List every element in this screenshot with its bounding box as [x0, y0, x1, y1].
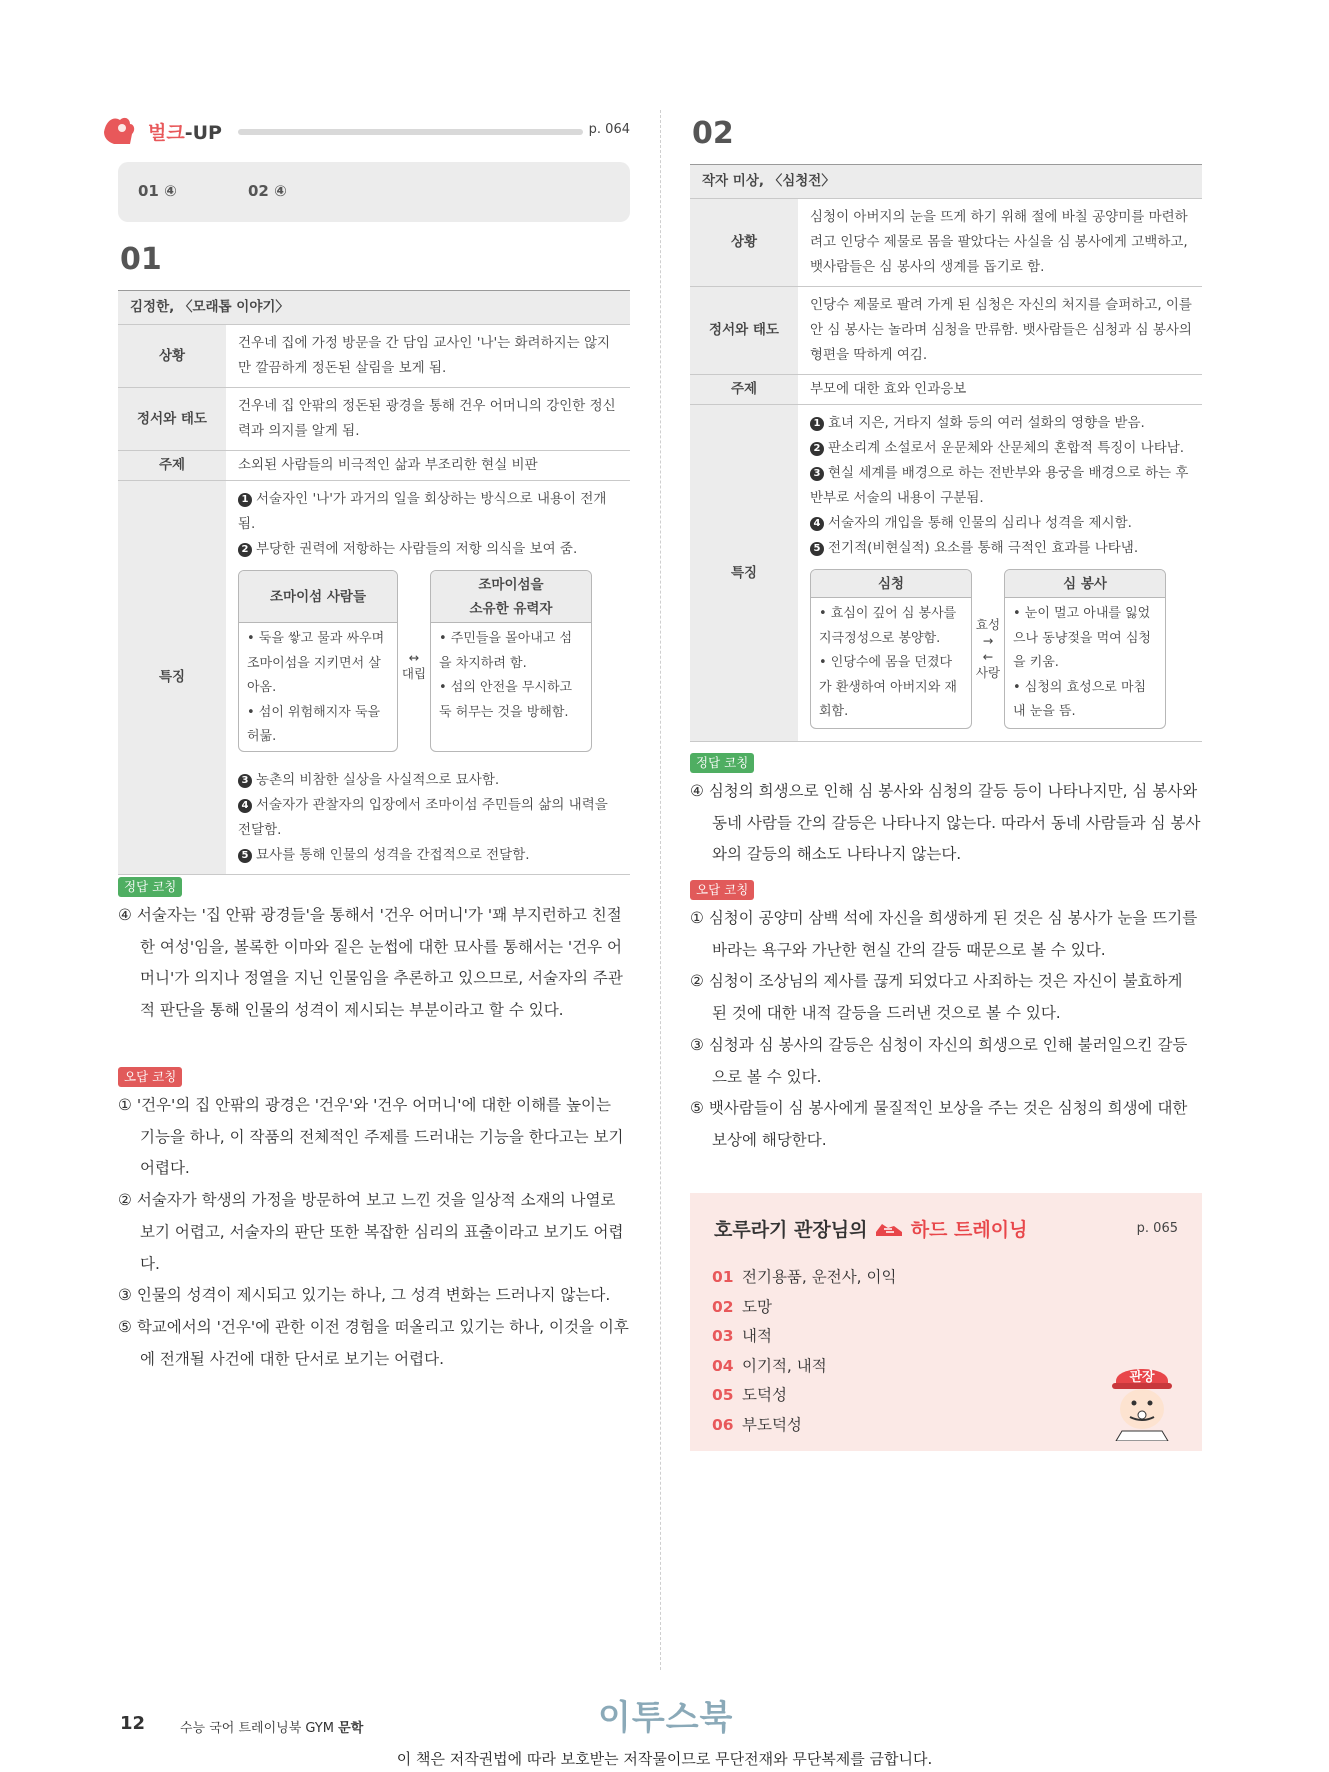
diagram-box-right: 조마이섬을 소유한 유력자 • 주민들을 몰아내고 섬을 차지하려 함. • 섬의 안전을 무시하고 둑 허무는 것을 방해함.	[430, 570, 592, 752]
row-label: 특징	[118, 481, 226, 875]
wrong-item: ② 서술자가 학생의 가정을 방문하여 보고 느낀 것을 일상적 소재의 나열로 보기 어렵고, 서술자의 판단 또한 복잡한 심리의 표출이라고 보기도 어렵다.	[118, 1191, 624, 1273]
relation-diagram	[810, 569, 1192, 733]
row-value: 건우네 집에 가정 방문을 간 담임 교사인 '나'는 화려하지는 않지만 깔끔하게 정돈된 살림을 보게 됨.	[226, 325, 630, 388]
feature-item: 3 농촌의 비참한 실상을 사실적으로 묘사함.	[238, 768, 620, 793]
hard-training-box	[690, 1193, 1202, 1451]
wrong-coaching-badge: 오답 코칭	[118, 1067, 182, 1087]
row-label: 상황	[690, 199, 798, 287]
header-rule	[238, 129, 583, 135]
wrong-item: ⑤ 학교에서의 '건우'에 관한 이전 경험을 떠올리고 있기는 하나, 이것을 이후에 전개될 사건에 대한 단서로 보기는 어렵다.	[118, 1317, 629, 1368]
conflict-diagram	[238, 570, 620, 760]
wrong-explanations	[118, 1090, 630, 1375]
wrong-coaching-badge: 오답 코칭	[690, 880, 754, 900]
list-item: 02 도망	[712, 1297, 772, 1316]
list-item: 04 이기적, 내적	[712, 1356, 827, 1375]
muscle-icon	[100, 110, 140, 150]
answer-02: 02 ④	[248, 182, 287, 200]
diagram-relation: ↔ 대립	[401, 650, 427, 681]
row-label: 특징	[690, 405, 798, 742]
feature-item: 1 서술자인 '나'가 과거의 일을 회상하는 방식으로 내용이 전개됨.	[238, 491, 607, 532]
svg-text:관장: 관장	[1129, 1370, 1155, 1385]
feature-item: 2 판소리계 소설로서 운문체와 산문체의 혼합적 특징이 나타남.	[810, 436, 1192, 461]
correct-coaching-badge: 정답 코칭	[690, 753, 754, 773]
wrong-item: ③ 인물의 성격이 제시되고 있기는 하나, 그 성격 변화는 드러나지 않는다.	[118, 1286, 611, 1305]
wrong-item: ② 심청이 조상님의 제사를 끊게 되었다고 사죄하는 것은 자신이 불효하게 된 것에 대한 내적 갈등을 드러낸 것으로 볼 수 있다.	[690, 972, 1183, 1023]
diagram-box-right: 심 봉사 • 눈이 멀고 아내를 잃었으나 동냥젖을 먹여 심청을 키움. • 심청의 효성으로 마침내 눈을 뜸.	[1004, 569, 1166, 729]
bulk-up-header	[118, 110, 630, 150]
work-author: 김정한, 〈모래톱 이야기〉	[118, 291, 630, 325]
diagram-box-left: 심청 • 효심이 깊어 심 봉사를 지극정성으로 봉양함. • 인당수에 몸을 던졌다가 환생하여 아버지와 재회함.	[810, 569, 972, 729]
book-title: 수능 국어 트레이닝북 GYM 문학	[180, 1721, 364, 1736]
diagram-relation: 효성 → ← 사랑	[975, 617, 1001, 680]
page-reference: p. 064	[588, 122, 630, 137]
correct-explanation: ④ 심청의 희생으로 인해 심 봉사와 심청의 갈등 등이 나타나지만, 심 봉사와 동네 사람들 간의 갈등은 나타나지 않는다. 따라서 동네 사람들과 심 봉사와의 갈등의 해소도 나타나지 않는다.	[690, 782, 1201, 864]
wrong-item: ① '건우'의 집 안팎의 광경은 '건우'와 '건우 어머니'에 대한 이해를 높이는 기능을 하나, 이 작품의 전체적인 주제를 드러내는 기능을 한다고는 보기 어렵다.	[118, 1096, 624, 1178]
row-label: 상황	[118, 325, 226, 388]
correct-coaching-badge: 정답 코칭	[118, 877, 182, 897]
row-label: 정서와 태도	[690, 287, 798, 375]
wrong-item: ① 심청이 공양미 삼백 석에 자신을 희생하게 된 것은 심 봉사가 눈을 뜨기를 바라는 욕구와 가난한 현실 간의 갈등 때문으로 볼 수 있다.	[690, 909, 1198, 959]
wrong-explanations	[690, 903, 1202, 1157]
wrong-item: ③ 심청과 심 봉사의 갈등은 심청이 자신의 희생으로 인해 불러일으킨 갈등으로 볼 수 있다.	[690, 1035, 1188, 1086]
work-info-table	[118, 290, 630, 875]
question-number: 01	[120, 242, 162, 277]
feature-item: 4 서술자가 관찰자의 입장에서 조마이섬 주민들의 삶의 내력을 전달함.	[238, 797, 608, 838]
feature-item: 5 묘사를 통해 인물의 성격을 간접적으로 전달함.	[238, 843, 620, 868]
wrong-item: ⑤ 뱃사람들이 심 봉사에게 물질적인 보상을 주는 것은 심청의 희생에 대한 보상에 해당한다.	[690, 1099, 1188, 1149]
row-value: 부모에 대한 효와 인과응보	[798, 375, 1202, 405]
row-value: 건우네 집 안팎의 정돈된 광경을 통해 건우 어머니의 강인한 정신력과 의지를 알게 됨.	[226, 388, 630, 451]
work-info-table	[690, 164, 1202, 742]
row-label: 정서와 태도	[118, 388, 226, 451]
copyright-notice: 이 책은 저작권법에 따라 보호받는 저작물이므로 무단전재와 무단복제를 금합니다.	[396, 1750, 933, 1768]
publisher-logo: 이투스북	[598, 1698, 734, 1738]
list-item: 01 전기용품, 운전사, 이익	[712, 1268, 897, 1286]
correct-explanation: ④ 서술자는 '집 안팎 광경들'을 통해서 '건우 어머니'가 '꽤 부지런하고 친절한 여성'임을, 볼록한 이마와 짙은 눈썹에 대한 묘사를 통해서는 '건우 어머니'가 의지나 정열을 지닌 인물임을 추론하고 있으므로, 서술자의 주관적 판단을 통해 인물의 성격이 제시되는 부분이라고 할 수 있다.	[118, 906, 623, 1020]
answer-summary	[118, 162, 630, 222]
row-value: 인당수 제물로 팔려 가게 된 심청은 자신의 처지를 슬퍼하고, 이를 안 심 봉사는 놀라며 심청을 만류함. 뱃사람들은 심청과 심 봉사의 형편을 딱하게 여김.	[798, 287, 1202, 375]
features-cell	[798, 405, 1202, 742]
page-number: 12	[120, 1713, 146, 1734]
row-label: 주제	[690, 375, 798, 405]
page-reference: p. 065	[1136, 1221, 1178, 1236]
list-item: 05 도덕성	[712, 1386, 787, 1404]
diagram-box-left: 조마이섬 사람들 • 둑을 쌓고 물과 싸우며 조마이섬을 지키면서 살아옴. • 섬이 위험해지자 둑을 허묾.	[238, 570, 398, 752]
sneaker-icon	[874, 1220, 904, 1238]
row-label: 주제	[118, 451, 226, 481]
column-divider	[660, 110, 661, 1670]
row-value: 심청이 아버지의 눈을 뜨게 하기 위해 절에 바칠 공양미를 마련하려고 인당수 제물로 몸을 팔았다는 사실을 심 봉사에게 고백하고, 뱃사람들은 심 봉사의 생계를 돕기로 함.	[798, 199, 1202, 287]
features-cell	[226, 481, 630, 875]
question-number: 02	[692, 116, 734, 151]
training-answer-list	[712, 1263, 896, 1440]
work-author: 작자 미상, 〈심청전〉	[690, 165, 1202, 199]
feature-item: 5 전기적(비현실적) 요소를 통해 극적인 효과를 나타냄.	[810, 536, 1192, 561]
training-title: 호루라기 관장님의 하드 트레이닝	[714, 1219, 1028, 1241]
coach-mascot-icon	[1102, 1351, 1182, 1441]
bulk-up-title: 벌크-UP	[148, 122, 222, 144]
list-item: 06 부도덕성	[712, 1415, 802, 1434]
feature-item: 4 서술자의 개입을 통해 인물의 심리나 성격을 제시함.	[810, 511, 1192, 536]
feature-item: 1 효녀 지은, 거타지 설화 등의 여러 설화의 영향을 받음.	[810, 411, 1192, 436]
feature-item: 2 부당한 권력에 저항하는 사람들의 저항 의식을 보여 줌.	[238, 537, 620, 562]
answer-01: 01 ④	[138, 182, 177, 200]
feature-item: 3 현실 세계를 배경으로 하는 전반부와 용궁을 배경으로 하는 후반부로 서술의 내용이 구분됨.	[810, 465, 1189, 506]
list-item: 03 내적	[712, 1327, 772, 1345]
row-value: 소외된 사람들의 비극적인 삶과 부조리한 현실 비판	[226, 451, 630, 481]
